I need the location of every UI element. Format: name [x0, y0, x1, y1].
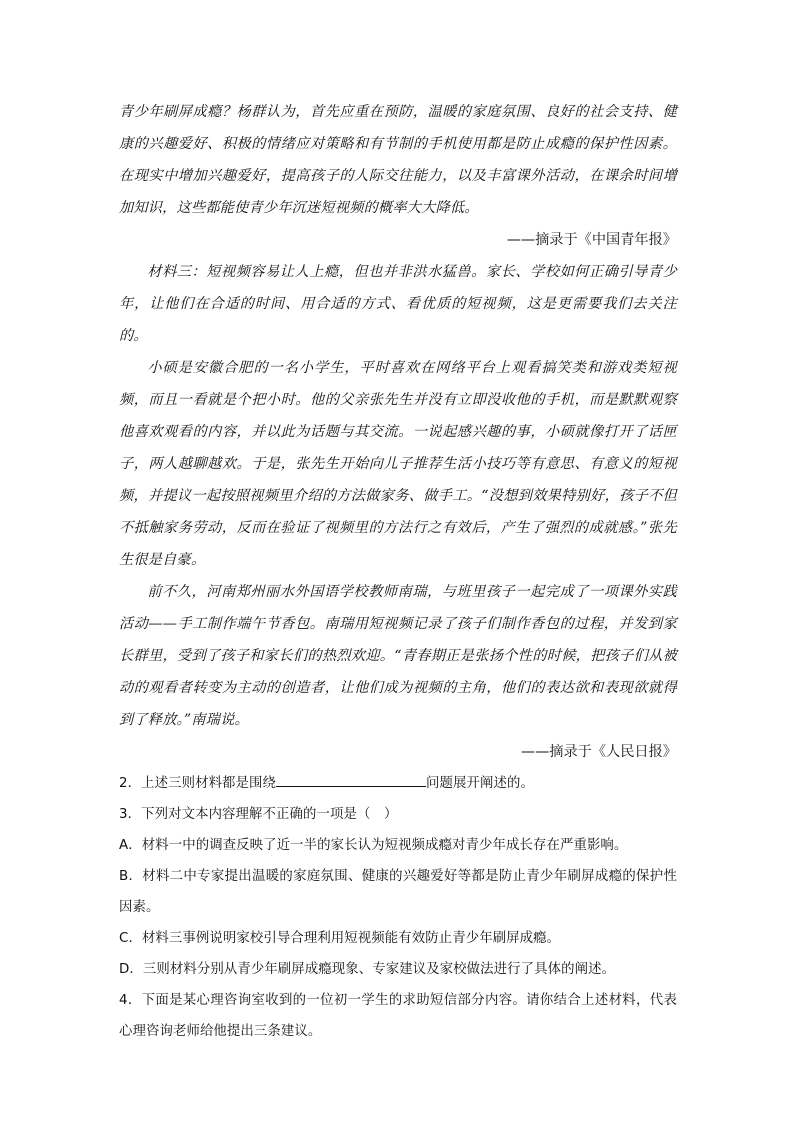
question-3-option-a: A．材料一中的调查反映了近一半的家长认为短视频成瘾对青少年成长存在严重影响。 — [119, 838, 628, 853]
material-three-intro: 材料三：短视频容易让人上瘾，但也并非洪水猛兽。家长、学校如何正确引导青少年，让他们在合适的时间、用合适的方式、看优质的短视频，这是更需要我们去关注的。 — [119, 264, 677, 344]
question-4: 4．下面是某心理咨询室收到的一位初一学生的求助短信部分内容。请你结合上述材料，代表心理咨询老师给他提出三条建议。 — [119, 993, 677, 1039]
question-3-option-b: B．材料二中专家提出温暖的家庭氛围、健康的兴趣爱好等都是防止青少年刷屏成瘾的保护性因素。 — [119, 869, 677, 915]
question-3-option-d: D．三则材料分别从青少年刷屏成瘾现象、专家建议及家校做法进行了具体的阐述。 — [119, 962, 616, 977]
material-three-paragraph-2: 小硕是安徽合肥的一名小学生，平时喜欢在网络平台上观看搞笑类和游戏类短视频，而且一看就是个把小时。他的父亲张先生并没有立即没收他的手机，而是默默观察他喜欢观看的内容，并以此为话题与其交流。一说起感兴趣的事，小硕就像打开了话匣子，两人越聊越欢。于是，张先生开始向儿子推荐生活小技巧等有意思、有意义的短视频，并提议一起按照视频里介绍的方法做家务、做手工。“没想到效果特别好，孩子不但不抵触家务劳动，反而在验证了视频里的方法行之有效后，产生了强烈的成就感。”张先生很是自豪。 — [119, 360, 677, 568]
question-2-text-after: 问题展开阐述的。 — [426, 776, 534, 791]
material-two-tail: 青少年刷屏成瘾？杨群认为，首先应重在预防，温暖的家庭氛围、良好的社会支持、健康的兴趣爱好、积极的情绪应对策略和有节制的手机使用都是防止成瘾的保护性因素。在现实中增加兴趣爱好，提高孩子的人际交往能力，以及丰富课外活动，在课余时间增加知识，这些都能使青少年沉迷短视频的概率大大降低。 — [119, 104, 677, 216]
question-2-blank[interactable] — [276, 772, 426, 787]
question-2-text-before: 2．上述三则材料都是围绕 — [119, 776, 277, 791]
question-2 — [119, 768, 677, 799]
question-3-stem: 3．下列对文本内容理解不正确的一项是（ ） — [119, 807, 398, 822]
source-attribution-1: ——摘录于《中国青年报》 — [506, 232, 677, 248]
source-attribution-2: ——摘录于《人民日报》 — [520, 744, 677, 760]
material-three-paragraph-3: 前不久，河南郑州丽水外国语学校教师南瑞，与班里孩子一起完成了一项课外实践活动——手工制作端午节香包。南瑞用短视频记录了孩子们制作香包的过程，并发到家长群里，受到了孩子和家长们的热烈欢迎。“青春期正是张扬个性的时候，把孩子们从被动的观看者转变为主动的创造者，让他们成为视频的主角，他们的表达欲和表现欲就得到了释放。”南瑞说。 — [119, 584, 677, 728]
question-3-option-c: C．材料三事例说明家校引导合理利用短视频能有效防止青少年刷屏成瘾。 — [119, 931, 561, 946]
document-body — [119, 96, 677, 1047]
